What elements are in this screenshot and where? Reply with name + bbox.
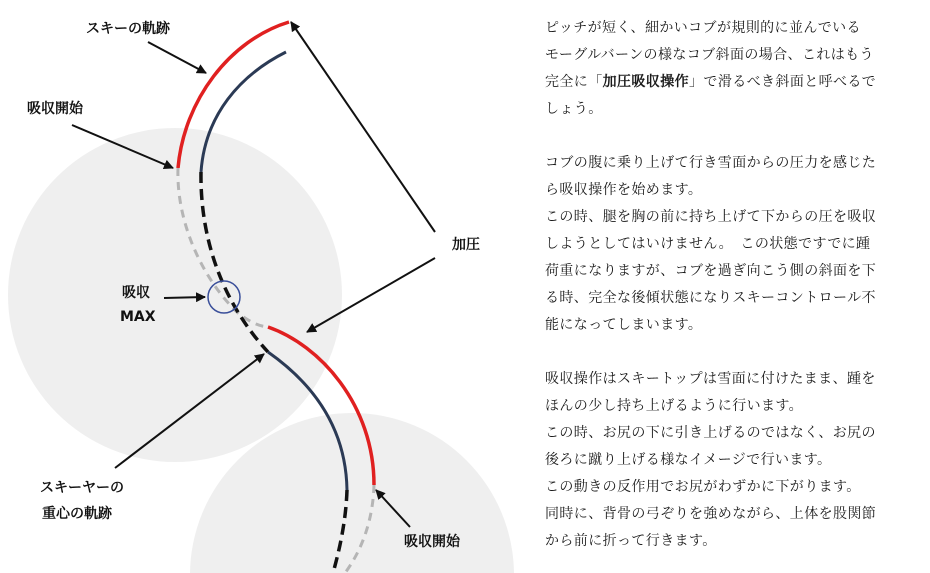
ski-track-arrow xyxy=(148,42,206,73)
text-line: ほんの少し持ち上げるように行います。 xyxy=(545,398,804,414)
text-line: モーグルバーンの様なコブ斜面の場合、これはもう xyxy=(545,47,874,63)
absorb-max-arrow xyxy=(164,297,205,298)
label-ski-track: スキーの軌跡 xyxy=(86,21,170,37)
label-skier-cog-line1: スキーヤーの xyxy=(40,480,124,496)
label-absorb-start-bottom: 吸収開始 xyxy=(404,534,460,550)
text-line: 後ろに蹴り上げる様なイメージで行います。 xyxy=(545,452,832,468)
text-line: しようとしてはいけません。 この状態ですでに踵 xyxy=(545,236,871,252)
emphasis-text: 加圧吸収操作 xyxy=(602,74,690,90)
text-line: 吸収操作はスキートップは雪面に付けたまま、踵を xyxy=(545,371,876,387)
text-fragment: 完全に「 xyxy=(545,74,603,90)
text-line: 能になってしまいます。 xyxy=(545,317,703,333)
text-line: る時、完全な後傾状態になりスキーコントロール不 xyxy=(545,290,876,306)
text-fragment: 」で滑るべき斜面と呼べるで xyxy=(689,74,877,90)
text-line: ら吸収操作を始めます。 xyxy=(545,182,703,198)
mogul-bump-upper xyxy=(8,128,342,462)
text-line: から前に折って行きます。 xyxy=(545,533,717,549)
text-line: この時、腿を胸の前に持ち上げて下からの圧を吸収 xyxy=(545,209,877,225)
label-skier-cog-line2: 重心の軌跡 xyxy=(42,506,112,522)
text-line: しょう。 xyxy=(545,101,603,117)
explanation-text xyxy=(545,15,920,555)
text-line: この動きの反作用でお尻がわずかに下がります。 xyxy=(545,479,861,495)
paragraph-2 xyxy=(545,150,920,339)
text-line: ピッチが短く、細かいコブが規則的に並んでいる xyxy=(545,20,861,36)
paragraph-3 xyxy=(545,366,920,555)
text-line: 荷重になりますが、コブを過ぎ向こう側の斜面を下 xyxy=(545,263,877,279)
text-line: この時、お尻の下に引き上げるのではなく、お尻の xyxy=(545,425,876,441)
paragraph-1 xyxy=(545,15,920,123)
text-line: 同時に、背骨の弓ぞりを強めながら、上体を股関節 xyxy=(545,506,877,522)
text-line xyxy=(545,69,920,96)
label-pressure: 加圧 xyxy=(452,237,480,253)
label-absorb-start-top: 吸収開始 xyxy=(27,101,83,117)
text-line: コブの腹に乗り上げて行き雪面からの圧力を感じた xyxy=(545,155,877,171)
label-absorb-max-line2: MAX xyxy=(120,309,156,325)
label-absorb-max-line1: 吸収 xyxy=(122,285,150,301)
